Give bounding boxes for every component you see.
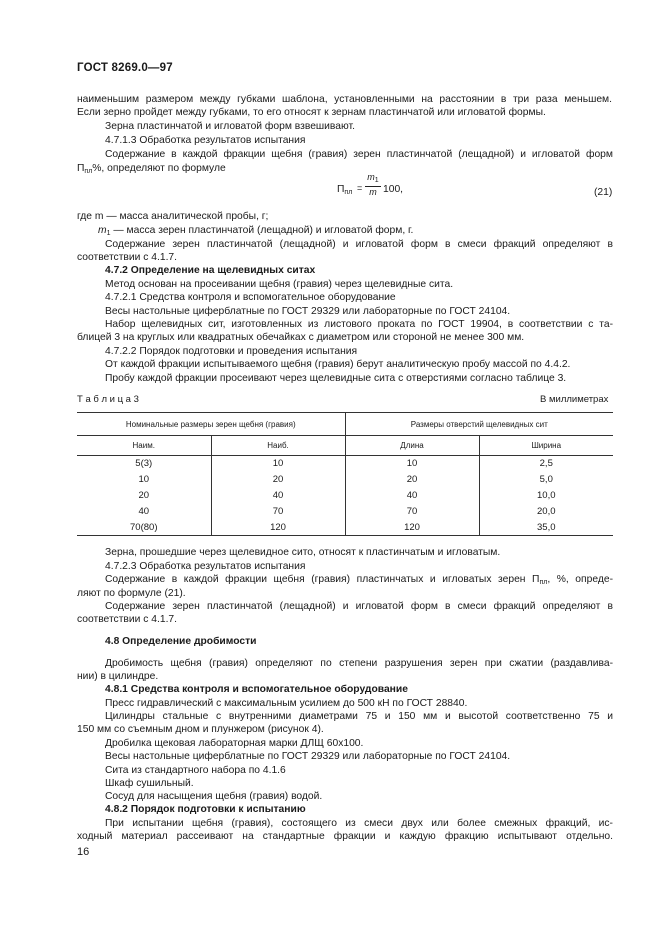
table-units: В миллиметрах — [540, 394, 609, 405]
table-cell: 10,0 — [479, 488, 613, 504]
paragraph-line: соответствии с 4.1.7. — [77, 252, 178, 263]
section-heading: 4.7.2.1 Средства контроля и вспомогательное оборудование — [105, 292, 396, 303]
paragraph-line: Весы настольные циферблатные по ГОСТ 29329 или лабораторные по ГОСТ 24104. — [105, 306, 511, 317]
paragraph-text: — масса зерен пластинчатой (лещадной) и игловатой форм, г. — [113, 225, 414, 236]
formula-lhs-subscript: пл — [344, 189, 353, 196]
formula-lhs — [337, 184, 352, 196]
table-cell: 70(80) — [130, 521, 158, 533]
table-group-header-row — [77, 413, 613, 436]
table-group-header: Номинальные размеры зерен щебня (гравия) — [77, 413, 345, 436]
formula-num-symbol: m — [367, 172, 375, 182]
paragraph-text: Содержание в каждой фракции щебня (гравия) пластинчатых и игловатых зерен П — [105, 574, 540, 585]
formula-num-subscript: 1 — [374, 177, 379, 184]
paragraph-line: От каждой фракции испытываемого щебня (гравия) берут аналитическую пробу массой по 4.4.2. — [105, 359, 571, 370]
paragraph-line: При испытании щебня (гравия), состоящего из смеси двух или более смежных фракций, ис- — [105, 818, 613, 829]
paragraph-line: Пресс гидравлический с максимальным усилием до 500 кН по ГОСТ 28840. — [105, 698, 468, 709]
symbol-p: П — [77, 163, 85, 174]
table-subheader-row — [77, 436, 613, 456]
symbol-pl-subscript: пл — [84, 168, 93, 175]
document-header: ГОСТ 8269.0—97 — [77, 62, 173, 74]
paragraph-line: соответствии с 4.1.7. — [77, 614, 178, 625]
formula-lhs-symbol: П — [337, 184, 345, 195]
paragraph-line: Зерна пластинчатой и игловатой форм взвешивают. — [105, 121, 355, 132]
paragraph-line: Весы настольные циферблатные по ГОСТ 29329 или лабораторные по ГОСТ 24104. — [105, 751, 511, 762]
paragraph-line: Пробу каждой фракции просеивают через щелевидные сита с отверстиями согласно таблице 3. — [105, 373, 567, 384]
paragraph-line: где m — масса аналитической пробы, г; — [77, 211, 269, 222]
paragraph-line: Содержание зерен пластинчатой (лещадной) и игловатой форм в смеси фракций определяют в — [105, 601, 613, 612]
paragraph-text: %, определяют по формуле — [92, 163, 226, 174]
table-cell: 5(3) — [135, 458, 153, 470]
table-cell: 5,0 — [479, 472, 613, 488]
paragraph-line: Метод основан на просеивании щебня (гравия) через щелевидные сита. — [105, 279, 454, 290]
paragraph-line: нии) в цилиндре. — [77, 671, 159, 682]
table-cell: 70 — [211, 503, 345, 519]
table-cell: 10 — [211, 456, 345, 472]
paragraph-line: ходный материал рассеивают на стандартные фракции и каждую фракцию испытывают отдельно. — [77, 831, 613, 842]
paragraph-line: Если зерно пройдет между губками, то его относят к зернам пластинчатой или игловатой формы. — [77, 107, 546, 118]
table-subheader: Наиб. — [211, 436, 345, 456]
symbol-m: m — [98, 225, 107, 236]
paragraph-line: Шкаф сушильный. — [105, 778, 194, 789]
formula-numerator — [365, 172, 381, 187]
table-cell: 35,0 — [479, 519, 613, 535]
paragraph-line: 150 мм со съемным дном и плунжером (рисунок 4). — [77, 724, 324, 735]
symbol-pl-subscript: пл — [539, 579, 548, 586]
paragraph-line: Сосуд для насыщения щебня (гравия) водой. — [105, 791, 323, 802]
table-subheader: Наим. — [77, 436, 211, 456]
table-subheader: Ширина — [479, 436, 613, 456]
table-cell: 40 — [138, 505, 150, 517]
paragraph-line — [77, 162, 226, 178]
section-heading: 4.8.1 Средства контроля и вспомогательное оборудование — [105, 684, 408, 695]
section-heading: 4.7.2.2 Порядок подготовки и проведения испытания — [105, 346, 358, 357]
paragraph-line: Сита из стандартного набора по 4.1.6 — [105, 765, 286, 776]
paragraph-line: блицей 3 на круглых или квадратных обечайках с диаметром или стороной не менее 300 мм. — [77, 332, 525, 343]
formula-tail: 100, — [383, 184, 404, 195]
symbol-m-subscript: 1 — [106, 230, 111, 237]
paragraph-line: Дробилка щековая лабораторная марки ДЛЩ 60х100. — [105, 738, 364, 749]
paragraph-line: Содержание зерен пластинчатой (лещадной) и игловатой форм в смеси фракций определяют в — [105, 239, 613, 250]
table-cell: 10 — [138, 474, 150, 486]
section-heading: 4.7.2 Определение на щелевидных ситах — [105, 265, 316, 276]
paragraph-line: Зерна, прошедшие через щелевидное сито, относят к пластинчатым и игловатым. — [105, 547, 501, 558]
table-row — [77, 472, 613, 488]
paragraph-line: Содержание в каждой фракции щебня (гравия) зерен пластинчатой (лещадной) и игловатой форм — [105, 149, 613, 160]
table-row — [77, 519, 613, 535]
table-row — [77, 503, 613, 519]
formula-number: (21) — [594, 187, 613, 198]
table-cell: 20 — [211, 472, 345, 488]
table-cell: 10 — [345, 456, 479, 472]
table-cell: 20,0 — [479, 503, 613, 519]
paragraph-line: Цилиндры стальные с внутренними диаметрами 75 и 150 мм и высотой соответственно 75 и — [105, 711, 613, 722]
formula-equals: = — [357, 183, 363, 193]
paragraph-line: Дробимость щебня (гравия) определяют по степени разрушения зерен при сжатии (раздавлива- — [105, 658, 613, 669]
table-cell: 2,5 — [479, 456, 613, 472]
page-number: 16 — [77, 846, 90, 858]
table-cell: 20 — [138, 489, 150, 501]
table-cell: 40 — [345, 488, 479, 504]
section-heading: 4.8 Определение дробимости — [105, 636, 257, 647]
paragraph-text: , %, опреде- — [547, 574, 614, 585]
formula-fraction — [365, 172, 381, 198]
table-cell: 40 — [211, 488, 345, 504]
table-caption: Т а б л и ц а 3 — [77, 394, 139, 405]
paragraph-line: Набор щелевидных сит, изготовленных из листового проката по ГОСТ 19904, в соответствии с та- — [105, 319, 613, 330]
table-cell: 120 — [211, 519, 345, 535]
table-row — [77, 488, 613, 504]
table-3 — [77, 412, 613, 536]
formula-denominator: m — [369, 187, 377, 197]
section-heading: 4.8.2 Порядок подготовки к испытанию — [105, 804, 306, 815]
table-cell: 20 — [345, 472, 479, 488]
section-heading: 4.7.2.3 Обработка результатов испытания — [105, 561, 306, 572]
table-subheader: Длина — [345, 436, 479, 456]
table-cell: 120 — [345, 519, 479, 535]
table-row — [77, 456, 613, 472]
section-heading: 4.7.1.3 Обработка результатов испытания — [105, 135, 306, 146]
table-group-header: Размеры отверстий щелевидных сит — [345, 413, 613, 436]
paragraph-line: ляют по формуле (21). — [77, 588, 186, 599]
paragraph-line: наименьшим размером между губками шаблона, установленными на расстоянии в три раза меньшем. — [77, 94, 612, 105]
table-cell: 70 — [345, 503, 479, 519]
